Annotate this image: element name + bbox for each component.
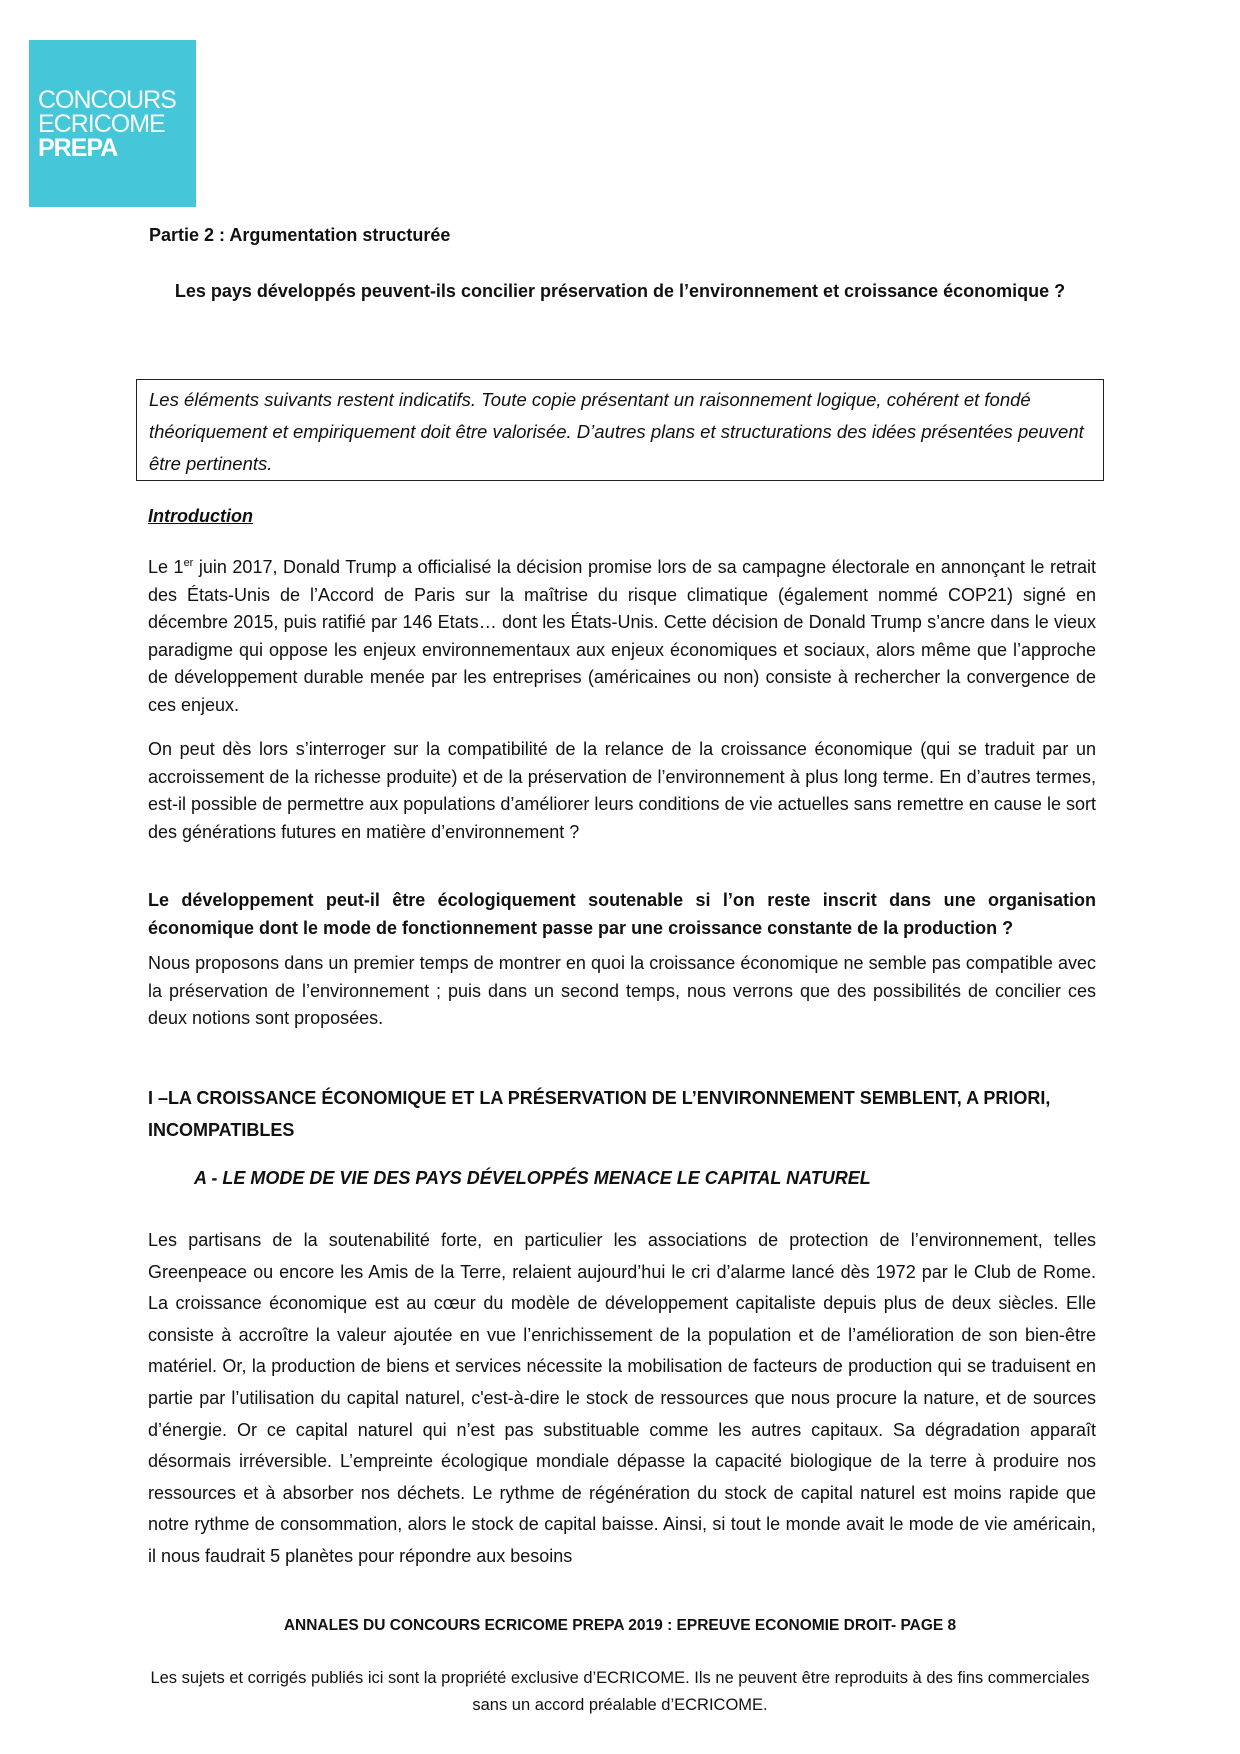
- introduction-heading: Introduction: [148, 506, 253, 526]
- logo-line-concours: CONCOURS: [38, 86, 176, 114]
- part-1-heading: I –LA CROISSANCE ÉCONOMIQUE ET LA PRÉSERVATION DE L’ENVIRONNEMENT SEMBLENT, A PRIORI, INCOMPATIBLES: [148, 1088, 1051, 1140]
- logo-line-ecricome: ECRICOME: [38, 110, 165, 138]
- intro-p1-rest: juin 2017, Donald Trump a officialisé la décision promise lors de sa campagne électorale en annonçant le retrait des États-Unis de l’Accord de Paris sur la maîtrise du risque climatique (également nommé COP21) signé en décembre 2015, puis ratifié par 146 Etats… dont les États-Unis. Cette décision de Donald Trump s’ancre dans le vieux paradigme qui oppose les enjeux environnementaux aux enjeux économiques et sociaux, alors même que l’approche de développement durable menée par les entreprises (américaines ou non) consiste à rechercher la convergence de ces enjeux.: [148, 557, 1096, 715]
- intro-p1-superscript: er: [183, 557, 194, 569]
- intro-paragraph-1: [148, 554, 1096, 719]
- problematic-statement: Le développement peut-il être écologiquement soutenable si l’on reste inscrit dans une organisation économique dont le mode de fonctionnement passe par une croissance constante de la production ?: [148, 890, 1096, 938]
- logo-line-prepa: PREPA: [38, 134, 118, 162]
- footer-legal-notice: Les sujets et corrigés publiés ici sont la propriété exclusive d’ECRICOME. Ils ne peuvent être reproduits à des fins commerciales sans un accord préalable d’ECRICOME.: [150, 1669, 1090, 1714]
- part-1a-subheading: A - LE MODE DE VIE DES PAYS DÉVELOPPÉS MENACE LE CAPITAL NATUREL: [194, 1168, 871, 1188]
- footer-page-title: ANNALES DU CONCOURS ECRICOME PREPA 2019 : EPREUVE ECONOMIE DROIT- PAGE 8: [283, 1617, 957, 1634]
- intro-paragraph-2: On peut dès lors s’interroger sur la compatibilité de la relance de la croissance économique (qui se traduit par un accroissement de la richesse produite) et de la préservation de l’environnement à plus long terme. En d’autres termes, est-il possible de permettre aux populations d’améliorer leurs conditions de vie actuelles sans remettre en cause le sort des générations futures en matière d’environnement ?: [148, 739, 1096, 842]
- indicative-note-box: Les éléments suivants restent indicatifs. Toute copie présentant un raisonnement logique, cohérent et fondé théoriquement et empiriquement doit être valorisée. D’autres plans et structurations des idées présentées peuvent être pertinents.: [136, 379, 1104, 481]
- subject-title: Les pays développés peuvent-ils concilier préservation de l’environnement et croissance économique ?: [174, 281, 1066, 301]
- part-title: Partie 2 : Argumentation structurée: [149, 225, 451, 245]
- intro-plan-paragraph: Nous proposons dans un premier temps de montrer en quoi la croissance économique ne semble pas compatible avec la préservation de l’environnement ; puis dans un second temps, nous verrons que des possibilités de concilier ces deux notions sont proposées.: [148, 953, 1096, 1028]
- ecricome-logo: [29, 40, 196, 207]
- part-1a-paragraph: Les partisans de la soutenabilité forte, en particulier les associations de protection de l’environnement, telles Greenpeace ou encore les Amis de la Terre, relaient aujourd’hui le cri d’alarme lancé dès 1972 par le Club de Rome. La croissance économique est au cœur du modèle de développement capitaliste depuis plus de deux siècles. Elle consiste à accroître la valeur ajoutée en vue l’enrichissement de la population et de l’amélioration de son bien-être matériel. Or, la production de biens et services nécessite la mobilisation de facteurs de production qui se traduisent en partie par l’utilisation du capital naturel, c'est-à-dire le stock de ressources que nous procure la nature, et de sources d’énergie. Or ce capital naturel qui n’est pas substituable comme les autres capitaux. Sa dégradation apparaît désormais irréversible. L’empreinte écologique mondiale dépasse la capacité biologique de la terre à produire nos ressources et à absorber nos déchets. Le rythme de régénération du stock de capital naturel est moins rapide que notre rythme de consommation, alors le stock de capital baisse. Ainsi, si tout le monde avait le mode de vie américain, il nous faudrait 5 planètes pour répondre aux besoins: [148, 1230, 1096, 1566]
- intro-p1-start: Le 1: [148, 557, 184, 577]
